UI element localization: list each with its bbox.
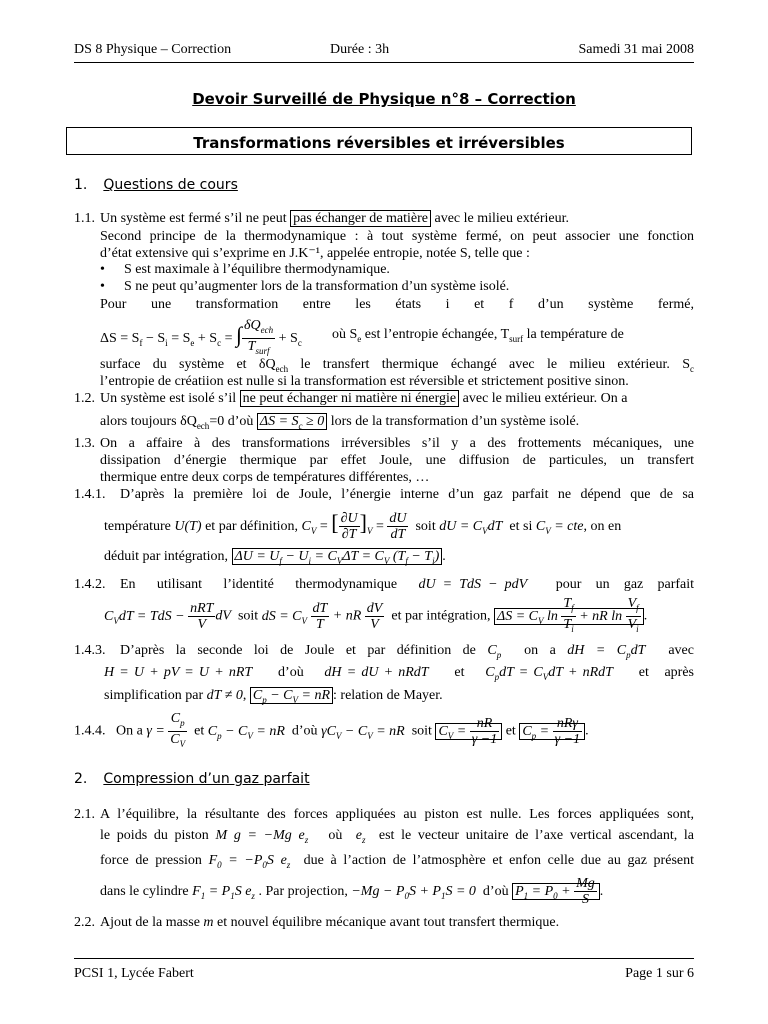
q11-bullet1-text: S est maximale à l’équilibre thermodynamique. — [124, 262, 390, 277]
footer-left: PCSI 1, Lycée Fabert — [74, 966, 194, 981]
q11-equation-line — [100, 313, 302, 357]
q11-line5: où $S_e$ est l’entropie échangée, $T_{surf}$ la température de — [332, 327, 624, 344]
q11-boxed-answer: pas échanger de matière — [290, 210, 431, 227]
section-1-number: 1. — [74, 177, 88, 193]
q142-line1: En utilisant l’identité thermodynamique dU = TdS − pdV pour un gaz parfait — [120, 577, 695, 592]
q21-line1: A l’équilibre, la résultante des forces appliquées au piston est nulle. Les forces appliquées sont, — [100, 807, 694, 822]
q11-line1a: Un système est fermé s’il ne peut — [100, 211, 287, 226]
section-2-title: Compression d’un gaz parfait — [103, 771, 310, 787]
q12-boxed-entropy: $\Delta S = S_c \ge 0$ — [257, 413, 327, 430]
header-rule — [74, 62, 694, 63]
q11-line2: Second principe de la thermodynamique : à tout système fermé, on peut associer une fonction — [100, 229, 694, 244]
q143-line2: H = U + pV = U + nRT d’où dH = dU + nRdT et $C_pdT = C_VdT$ + nRdT et après — [104, 665, 694, 682]
q141-boxed-result: $\Delta U = U_f - U_i = C_V\Delta T = C_V$ $(T_f - T_i)$ — [232, 548, 443, 565]
q22-number: 2.2. — [74, 915, 95, 930]
q141-line1: D’après la première loi de Joule, l’énergie interne d’un gaz parfait ne dépend que de sa — [120, 487, 694, 502]
q21-number: 2.1. — [74, 807, 95, 822]
q11-line1b: avec le milieu extérieur. — [434, 211, 569, 226]
q11-entropy-equation: $\Delta S = S_f - S_i = S_e + S_c$ = ∫ $\frac{\delta Q_{ech}}{T_{surf}}$ + $S_c$ — [100, 331, 302, 346]
q13-line1: On a affaire à des transformations irréversibles s’il y a des frottements mécaniques, une — [100, 436, 694, 451]
q144-boxed-cv: $C_V$ = $\frac{nR}{\gamma -1}$ — [435, 723, 502, 740]
q143-line3b: : relation de Mayer. — [333, 688, 443, 703]
q143-number: 1.4.3. — [74, 643, 106, 658]
q11-bullet1: • S est maximale à l’équilibre thermodynamique. — [100, 262, 390, 277]
q22-line1: Ajout de la masse m et nouvel équilibre mécanique avant tout transfert thermique. — [100, 915, 560, 930]
section-2-number: 2. — [74, 771, 88, 787]
q11-line1 — [100, 211, 569, 227]
q21-line3: force de pression $F_0 = -P_0S$ $e_z$ due à l’action de l’atmosphère et enfon celle due au gaz présent — [100, 853, 694, 870]
q12-line1 — [100, 391, 627, 407]
footer-right: Page 1 sur 6 — [625, 966, 694, 981]
q142-line2: $C_VdT$ = TdS − $\frac{\text{nRT}}{V}$ dV soit dS = $C_V$ $\frac{dT}{T}$ + nR $\frac{dV}{V}$ et par intégration, $\Delta S = C_V$ ln $\frac{T_f}{T_i}$ + nR ln $\frac{V_f}{V_i}$ . — [104, 596, 647, 636]
q12-number: 1.2. — [74, 391, 95, 406]
q21-line2: le poids du piston M g = −Mg $e_z$ où $e_z$ est le vecteur unitaire de l’axe vertical ascendant, la — [100, 828, 695, 845]
page-header — [74, 42, 694, 62]
q143-line1: D’après la seconde loi de Joule et par définition de $C_p$ on a dH = $C_pdT$ avec — [120, 643, 694, 660]
section-1-title: Questions de cours — [103, 177, 238, 193]
header-right: Samedi 31 mai 2008 — [578, 42, 694, 57]
q144-line: 1.4.4. On a γ = $\frac{C_p}{C_V}$ et $C_p - C_V$ = nR d’où $\gamma C_V - C_V$ = nR soit $C_V$ = $\frac{nR}{\gamma -1}$ et $C_p$ = $\frac{\text{nRγ}}{\gamma -1}$ . — [74, 711, 589, 751]
q13-line2: dissipation d’énergie thermique par effet Joule, une diffusion de particules, un transfert — [100, 453, 694, 468]
q143-line3: simplification par dT ≠ 0, $C_p - C_V$ = nR : relation de Mayer. — [104, 688, 443, 705]
header-left: DS 8 Physique – Correction — [74, 42, 232, 57]
q11-line7: l’entropie de créatiion est nulle si la transformation est réversible et strictement positive sinon. — [100, 374, 629, 389]
q141-number: 1.4.1. — [74, 487, 106, 502]
q11-line4: Pour une transformation entre les états i et f d’un système fermé, — [100, 297, 694, 312]
q11-number: 1.1. — [74, 211, 95, 226]
q144-boxed-cp: $C_p$ = $\frac{\text{nRγ}}{\gamma -1}$ — [519, 723, 585, 740]
q141-line3: déduit par intégration, $\Delta U = U_f - U_i = C_V\Delta T = C_V$ $(T_f - T_i)$ . — [104, 549, 446, 566]
q21-boxed-result: $P_1 = P_0$ + $\frac{Mg}{S}$ — [512, 883, 600, 900]
q12-line1a: Un système est isolé s’il — [100, 391, 237, 406]
header-center: Durée : 3h — [330, 42, 390, 57]
q12-line2: alors toujours $\delta Q_{ech}=0$ d’où $\Delta S = S_c \ge 0$ lors de la transformation d’un système isolé. — [100, 414, 580, 431]
q142-number: 1.4.2. — [74, 577, 106, 592]
q11-line3: d’état extensive qui s’exprime en J.K⁻¹, appelée entropie, notée S, telle que : — [100, 246, 530, 261]
q21-line4: dans le cylindre $F_1 = P_1S$ $e_z$ . Par projection, $-Mg - P_0S + P_1S = 0$ d’où $P_1 = P_0$ + $\frac{Mg}{S}$ . — [100, 876, 604, 908]
document-subtitle: Transformations réversibles et irréversibles — [66, 127, 692, 155]
q143-boxed-result: $C_p - C_V$ = nR — [250, 687, 333, 704]
q12-boxed-answer: ne peut échanger ni matière ni énergie — [240, 390, 460, 407]
document-title: Devoir Surveillé de Physique n°8 – Correction — [192, 90, 576, 108]
q11-bullet2: • S ne peut qu’augmenter lors de la transformation d’un système isolé. — [100, 279, 510, 294]
q13-line3: thermique entre deux corps de températures différentes, … — [100, 470, 430, 485]
q13-number: 1.3. — [74, 436, 95, 451]
q142-boxed-result: $\Delta S = C_V$ ln $\frac{T_f}{T_i}$ + nR ln $\frac{V_f}{V_i}$ — [494, 608, 644, 625]
section-1-heading — [74, 177, 238, 193]
q12-line1b: avec le milieu extérieur. On a — [462, 391, 628, 406]
footer-rule — [74, 958, 694, 959]
q144-number: 1.4.4. — [74, 723, 106, 739]
section-2-heading — [74, 771, 310, 787]
q11-line6: surface du système et $\delta Q_{ech}$ le transfert thermique échangé avec le milieu extérieur. $S_c$ — [100, 357, 695, 374]
q141-line2: température U(T) et par définition, $C_V$ = [ $\frac{\partial U}{\partial T}$ ]$_V$ = $\frac{dU}{dT}$ soit dU = $C_VdT$ et si $C_V$ = cte, on en — [104, 510, 622, 543]
q11-bullet2-text: S ne peut qu’augmenter lors de la transformation d’un système isolé. — [124, 279, 510, 294]
